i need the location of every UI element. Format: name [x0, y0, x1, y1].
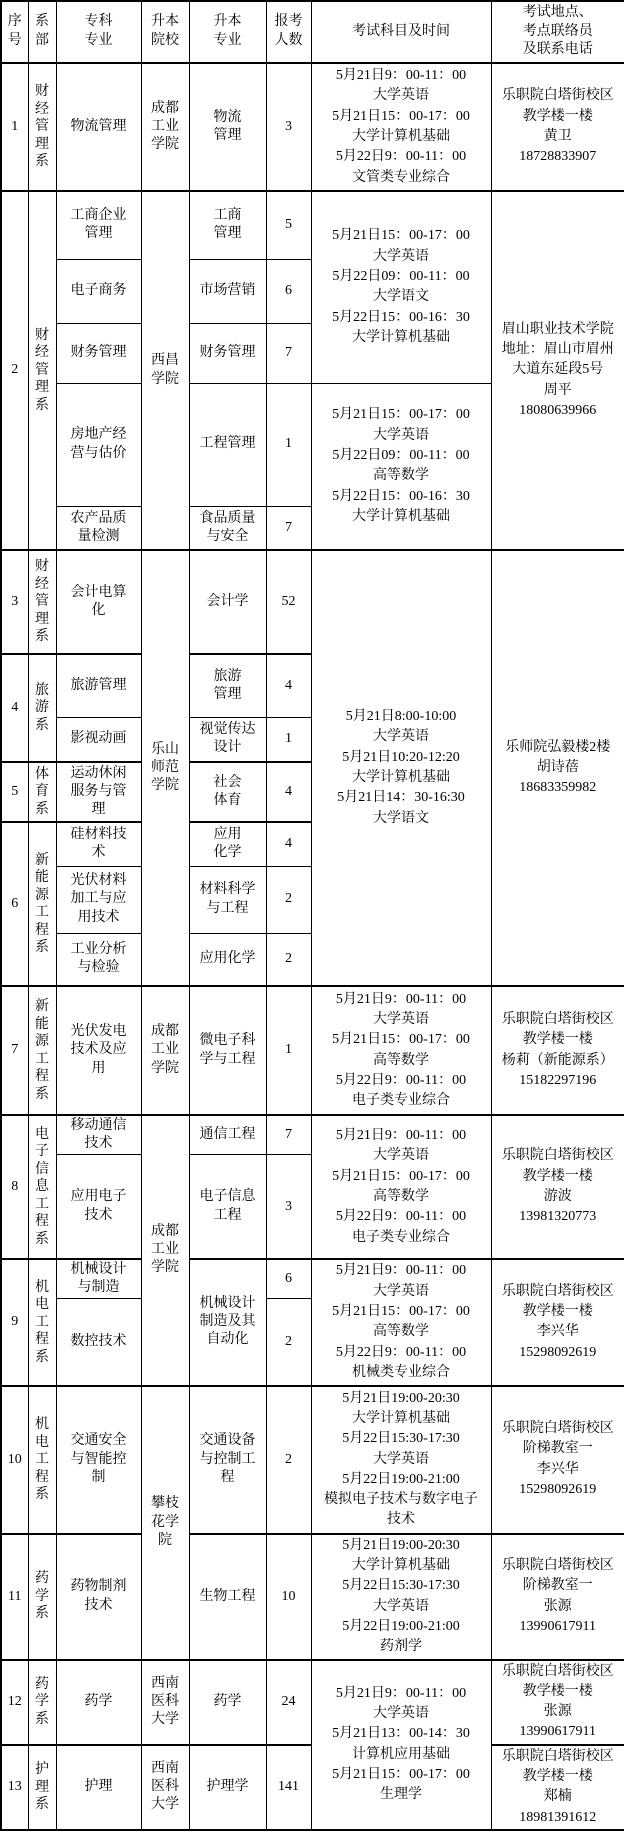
cell-major: 光伏发电 技术及应 用 [56, 986, 141, 1115]
cell-target-major: 交通设备 与控制工 程 [189, 1386, 266, 1534]
cell-target-major: 材料科学 与工程 [189, 866, 266, 933]
cell-target-major: 药学 [189, 1660, 266, 1745]
cell-seq-no: 10 [1, 1386, 28, 1534]
cell-count: 2 [266, 1299, 311, 1386]
cell-major: 药物制剂 技术 [56, 1534, 141, 1660]
cell-major: 交通安全 与智能控 制 [56, 1386, 141, 1534]
col-header-major: 专科 专业 [56, 1, 141, 63]
col-header-count: 报考 人数 [266, 1, 311, 63]
col-header-college: 升本 院校 [141, 1, 189, 63]
cell-major: 移动通信 技术 [56, 1115, 141, 1155]
cell-seq-no: 5 [1, 762, 28, 822]
cell-seq-no: 8 [1, 1115, 28, 1259]
cell-exam-schedule: 5月21日15：00-17：00 大学英语 5月22日09：00-11：00 大学语文 5月22日15：00-16：30 大学计算机基础 [311, 191, 491, 383]
cell-college: 成都 工业 学院 [141, 986, 189, 1115]
cell-exam-schedule: 5月21日8:00-10:00 大学英语 5月21日10:20-12:20 大学计算机基础 5月21日14：30-16:30 大学语文 [311, 550, 491, 986]
cell-dept: 财经管理系 [28, 63, 56, 191]
cell-major: 财务管理 [56, 323, 141, 383]
col-header-location: 考试地点、 考点联络员 及联系电话 [491, 1, 624, 63]
cell-major: 机械设计 与制造 [56, 1259, 141, 1299]
cell-target-major: 应用 化学 [189, 822, 266, 866]
cell-dept: 电子信息工程系 [28, 1115, 56, 1259]
cell-count: 4 [266, 822, 311, 866]
cell-count: 7 [266, 1115, 311, 1155]
cell-college: 西南 医科 大学 [141, 1660, 189, 1745]
cell-major: 光伏材料 加工与应 用技术 [56, 866, 141, 933]
cell-count: 10 [266, 1534, 311, 1660]
cell-major: 数控技术 [56, 1299, 141, 1386]
cell-location: 乐师院弘毅楼2楼 胡诗蓓 18683359982 [491, 550, 624, 986]
cell-count: 2 [266, 866, 311, 933]
cell-location: 乐职院白塔街校区 教学楼一楼 杨莉（新能源系） 15182297196 [491, 986, 624, 1115]
cell-count: 52 [266, 550, 311, 654]
cell-seq-no: 2 [1, 191, 28, 550]
col-header-dept: 系部 [28, 1, 56, 63]
cell-location: 乐职院白塔街校区 教学楼一楼 游波 13981320773 [491, 1115, 624, 1259]
cell-target-major: 应用化学 [189, 933, 266, 986]
cell-location: 眉山职业技术学院 地址：眉山市眉州 大道东延段5号 周平 18080639966 [491, 191, 624, 550]
cell-exam-schedule: 5月21日15：00-17：00 大学英语 5月22日09：00-11：00 高等数学 5月22日15：00-16：30 大学计算机基础 [311, 383, 491, 550]
cell-seq-no: 3 [1, 550, 28, 654]
cell-target-major: 财务管理 [189, 323, 266, 383]
cell-count: 2 [266, 933, 311, 986]
cell-count: 6 [266, 259, 311, 323]
cell-count: 1 [266, 986, 311, 1115]
cell-count: 6 [266, 1259, 311, 1299]
cell-target-major: 电子信息 工程 [189, 1155, 266, 1259]
cell-location: 乐职院白塔街校区 教学楼一楼 李兴华 15298092619 [491, 1259, 624, 1386]
cell-dept: 体育系 [28, 762, 56, 822]
cell-count: 3 [266, 1155, 311, 1259]
cell-target-major: 物流 管理 [189, 63, 266, 191]
cell-target-major: 通信工程 [189, 1115, 266, 1155]
cell-major: 应用电子 技术 [56, 1155, 141, 1259]
cell-dept: 护理系 [28, 1745, 56, 1830]
cell-count: 141 [266, 1745, 311, 1830]
cell-count: 5 [266, 191, 311, 259]
cell-target-major: 旅游 管理 [189, 654, 266, 717]
cell-count: 7 [266, 323, 311, 383]
cell-major: 物流管理 [56, 63, 141, 191]
cell-count: 24 [266, 1660, 311, 1745]
cell-major: 护理 [56, 1745, 141, 1830]
cell-major: 影视动画 [56, 717, 141, 762]
cell-dept: 旅游系 [28, 654, 56, 762]
cell-seq-no: 7 [1, 986, 28, 1115]
cell-college: 西昌 学院 [141, 191, 189, 550]
cell-dept: 药学系 [28, 1660, 56, 1745]
cell-exam-schedule: 5月21日9：00-11：00 大学英语 5月21日15：00-17：00 高等数学 5月22日9：00-11：00 电子类专业综合 [311, 1115, 491, 1259]
cell-dept: 财经管理系 [28, 191, 56, 550]
col-header-exam: 考试科目及时间 [311, 1, 491, 63]
cell-count: 2 [266, 1386, 311, 1534]
cell-exam-schedule: 5月21日9：00-11：00 大学英语 5月21日15：00-17：00 大学计算机基础 5月22日9：00-11：00 文管类专业综合 [311, 63, 491, 191]
cell-target-major: 市场营销 [189, 259, 266, 323]
cell-seq-no: 11 [1, 1534, 28, 1660]
cell-location: 乐职院白塔街校区 阶梯教室一 李兴华 15298092619 [491, 1386, 624, 1534]
cell-location: 乐职院白塔街校区 教学楼一楼 郑楠 18981391612 [491, 1745, 624, 1830]
cell-dept: 新能源工程系 [28, 822, 56, 986]
cell-target-major: 机械设计 制造及其 自动化 [189, 1259, 266, 1386]
cell-seq-no: 13 [1, 1745, 28, 1830]
cell-count: 4 [266, 762, 311, 822]
cell-major: 电子商务 [56, 259, 141, 323]
cell-major: 药学 [56, 1660, 141, 1745]
cell-target-major: 食品质量 与安全 [189, 506, 266, 550]
cell-target-major: 视觉传达 设计 [189, 717, 266, 762]
cell-exam-schedule: 5月21日9：00-11：00 大学英语 5月21日15：00-17：00 高等数学 5月22日9：00-11：00 电子类专业综合 [311, 986, 491, 1115]
cell-dept: 财经管理系 [28, 550, 56, 654]
cell-seq-no: 9 [1, 1259, 28, 1386]
cell-college: 乐山 师范 学院 [141, 550, 189, 986]
cell-count: 1 [266, 717, 311, 762]
cell-count: 7 [266, 506, 311, 550]
cell-exam-schedule: 5月21日19:00-20:30 大学计算机基础 5月22日15:30-17:30 大学英语 5月22日19:00-21:00 模拟电子技术与数字电子 技术 [311, 1386, 491, 1534]
cell-major: 旅游管理 [56, 654, 141, 717]
cell-seq-no: 1 [1, 63, 28, 191]
cell-seq-no: 12 [1, 1660, 28, 1745]
cell-location: 乐职院白塔街校区 教学楼一楼 黄卫 18728833907 [491, 63, 624, 191]
cell-target-major: 工程管理 [189, 383, 266, 506]
cell-seq-no: 6 [1, 822, 28, 986]
cell-major: 工业分析 与检验 [56, 933, 141, 986]
cell-exam-schedule: 5月21日19:00-20:30 大学计算机基础 5月22日15:30-17:30 大学英语 5月22日19:00-21:00 药剂学 [311, 1534, 491, 1660]
cell-target-major: 社会 体育 [189, 762, 266, 822]
cell-major: 工商企业 管理 [56, 191, 141, 259]
cell-count: 4 [266, 654, 311, 717]
cell-major: 运动休闲 服务与管 理 [56, 762, 141, 822]
cell-college: 成都 工业 学院 [141, 1115, 189, 1386]
cell-major: 会计电算 化 [56, 550, 141, 654]
cell-major: 房地产经 营与估价 [56, 383, 141, 506]
cell-dept: 药学系 [28, 1534, 56, 1660]
cell-major: 硅材料技 术 [56, 822, 141, 866]
cell-college: 攀枝 花学 院 [141, 1386, 189, 1660]
cell-count: 3 [266, 63, 311, 191]
cell-location: 乐职院白塔街校区 教学楼一楼 张源 13990617911 [491, 1660, 624, 1745]
cell-location: 乐职院白塔街校区 阶梯教室一 张源 13990617911 [491, 1534, 624, 1660]
cell-target-major: 生物工程 [189, 1534, 266, 1660]
col-header-seq: 序号 [1, 1, 28, 63]
cell-dept: 新能源工程系 [28, 986, 56, 1115]
cell-exam-schedule: 5月21日9：00-11：00 大学英语 5月21日13：00-14：30 计算机应用基础 5月21日15：00-17：00 生理学 [311, 1660, 491, 1830]
cell-college: 成都 工业 学院 [141, 63, 189, 191]
cell-count: 1 [266, 383, 311, 506]
cell-exam-schedule: 5月21日9：00-11：00 大学英语 5月21日15：00-17：00 高等数学 5月22日9：00-11：00 机械类专业综合 [311, 1259, 491, 1386]
cell-dept: 机电工程系 [28, 1259, 56, 1386]
cell-target-major: 微电子科 学与工程 [189, 986, 266, 1115]
col-header-target-major: 升本 专业 [189, 1, 266, 63]
cell-target-major: 工商 管理 [189, 191, 266, 259]
cell-seq-no: 4 [1, 654, 28, 762]
cell-college: 西南 医科 大学 [141, 1745, 189, 1830]
cell-target-major: 会计学 [189, 550, 266, 654]
cell-target-major: 护理学 [189, 1745, 266, 1830]
cell-major: 农产品质 量检测 [56, 506, 141, 550]
cell-dept: 机电工程系 [28, 1386, 56, 1534]
